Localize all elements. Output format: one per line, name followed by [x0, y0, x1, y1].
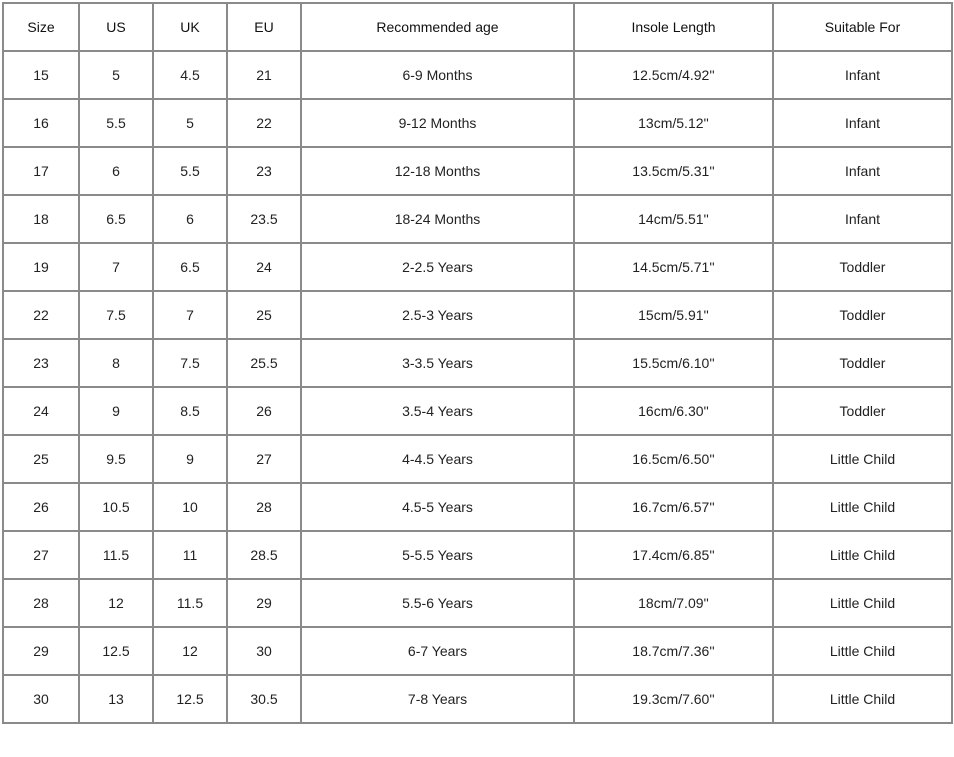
cell-uk: 7.5 [153, 339, 227, 387]
cell-uk: 4.5 [153, 51, 227, 99]
cell-suitable-for: Infant [773, 51, 952, 99]
cell-suitable-for: Infant [773, 147, 952, 195]
cell-us: 9 [79, 387, 153, 435]
cell-eu: 23.5 [227, 195, 301, 243]
cell-suitable-for: Little Child [773, 531, 952, 579]
cell-insole-length: 19.3cm/7.60'' [574, 675, 773, 723]
header-suitable-for: Suitable For [773, 3, 952, 51]
cell-eu: 28.5 [227, 531, 301, 579]
cell-recommended-age: 7-8 Years [301, 675, 574, 723]
cell-suitable-for: Toddler [773, 339, 952, 387]
cell-uk: 12 [153, 627, 227, 675]
header-us: US [79, 3, 153, 51]
cell-size: 30 [3, 675, 79, 723]
cell-us: 13 [79, 675, 153, 723]
table-row [3, 51, 952, 99]
cell-insole-length: 16.5cm/6.50'' [574, 435, 773, 483]
cell-size: 18 [3, 195, 79, 243]
cell-recommended-age: 12-18 Months [301, 147, 574, 195]
cell-size: 17 [3, 147, 79, 195]
cell-insole-length: 16.7cm/6.57'' [574, 483, 773, 531]
cell-us: 7.5 [79, 291, 153, 339]
cell-suitable-for: Little Child [773, 579, 952, 627]
cell-uk: 5.5 [153, 147, 227, 195]
cell-eu: 25 [227, 291, 301, 339]
table-row [3, 531, 952, 579]
cell-suitable-for: Infant [773, 99, 952, 147]
cell-suitable-for: Toddler [773, 291, 952, 339]
size-chart-table [2, 2, 953, 724]
cell-uk: 7 [153, 291, 227, 339]
header-recommended-age: Recommended age [301, 3, 574, 51]
table-row [3, 195, 952, 243]
cell-insole-length: 18cm/7.09'' [574, 579, 773, 627]
table-row [3, 579, 952, 627]
cell-us: 10.5 [79, 483, 153, 531]
cell-uk: 6.5 [153, 243, 227, 291]
cell-uk: 10 [153, 483, 227, 531]
cell-us: 7 [79, 243, 153, 291]
cell-recommended-age: 9-12 Months [301, 99, 574, 147]
cell-suitable-for: Toddler [773, 387, 952, 435]
table-row [3, 147, 952, 195]
table-row [3, 435, 952, 483]
cell-size: 24 [3, 387, 79, 435]
cell-uk: 6 [153, 195, 227, 243]
cell-us: 6.5 [79, 195, 153, 243]
cell-size: 15 [3, 51, 79, 99]
cell-eu: 27 [227, 435, 301, 483]
table-row [3, 675, 952, 723]
cell-insole-length: 14.5cm/5.71'' [574, 243, 773, 291]
cell-eu: 28 [227, 483, 301, 531]
cell-us: 5.5 [79, 99, 153, 147]
cell-suitable-for: Little Child [773, 627, 952, 675]
cell-eu: 29 [227, 579, 301, 627]
cell-us: 11.5 [79, 531, 153, 579]
cell-insole-length: 15cm/5.91'' [574, 291, 773, 339]
cell-recommended-age: 2-2.5 Years [301, 243, 574, 291]
table-row [3, 291, 952, 339]
cell-us: 9.5 [79, 435, 153, 483]
cell-recommended-age: 6-7 Years [301, 627, 574, 675]
cell-us: 6 [79, 147, 153, 195]
cell-size: 26 [3, 483, 79, 531]
cell-eu: 26 [227, 387, 301, 435]
cell-insole-length: 13cm/5.12'' [574, 99, 773, 147]
cell-size: 28 [3, 579, 79, 627]
header-row [3, 3, 952, 51]
cell-size: 29 [3, 627, 79, 675]
cell-suitable-for: Little Child [773, 483, 952, 531]
cell-recommended-age: 2.5-3 Years [301, 291, 574, 339]
cell-size: 19 [3, 243, 79, 291]
cell-eu: 23 [227, 147, 301, 195]
table-row [3, 339, 952, 387]
table-header [3, 3, 952, 51]
cell-size: 22 [3, 291, 79, 339]
cell-insole-length: 15.5cm/6.10'' [574, 339, 773, 387]
cell-insole-length: 12.5cm/4.92'' [574, 51, 773, 99]
cell-suitable-for: Toddler [773, 243, 952, 291]
table-row [3, 627, 952, 675]
cell-us: 5 [79, 51, 153, 99]
cell-recommended-age: 6-9 Months [301, 51, 574, 99]
cell-suitable-for: Infant [773, 195, 952, 243]
cell-uk: 11 [153, 531, 227, 579]
cell-eu: 24 [227, 243, 301, 291]
cell-uk: 5 [153, 99, 227, 147]
cell-insole-length: 13.5cm/5.31'' [574, 147, 773, 195]
cell-insole-length: 14cm/5.51'' [574, 195, 773, 243]
table-row [3, 483, 952, 531]
cell-uk: 11.5 [153, 579, 227, 627]
cell-size: 25 [3, 435, 79, 483]
header-insole-length: Insole Length [574, 3, 773, 51]
table-row [3, 387, 952, 435]
cell-eu: 25.5 [227, 339, 301, 387]
table-row [3, 243, 952, 291]
cell-eu: 21 [227, 51, 301, 99]
cell-recommended-age: 3-3.5 Years [301, 339, 574, 387]
table-body [3, 51, 952, 723]
table-row [3, 99, 952, 147]
cell-eu: 22 [227, 99, 301, 147]
cell-uk: 12.5 [153, 675, 227, 723]
cell-insole-length: 16cm/6.30'' [574, 387, 773, 435]
cell-insole-length: 18.7cm/7.36'' [574, 627, 773, 675]
cell-eu: 30.5 [227, 675, 301, 723]
cell-uk: 9 [153, 435, 227, 483]
cell-size: 16 [3, 99, 79, 147]
cell-insole-length: 17.4cm/6.85'' [574, 531, 773, 579]
cell-us: 12 [79, 579, 153, 627]
cell-uk: 8.5 [153, 387, 227, 435]
cell-size: 23 [3, 339, 79, 387]
cell-eu: 30 [227, 627, 301, 675]
cell-us: 12.5 [79, 627, 153, 675]
cell-recommended-age: 4-4.5 Years [301, 435, 574, 483]
cell-us: 8 [79, 339, 153, 387]
cell-recommended-age: 5-5.5 Years [301, 531, 574, 579]
cell-recommended-age: 18-24 Months [301, 195, 574, 243]
cell-recommended-age: 5.5-6 Years [301, 579, 574, 627]
header-uk: UK [153, 3, 227, 51]
header-eu: EU [227, 3, 301, 51]
cell-size: 27 [3, 531, 79, 579]
cell-recommended-age: 4.5-5 Years [301, 483, 574, 531]
cell-suitable-for: Little Child [773, 675, 952, 723]
header-size: Size [3, 3, 79, 51]
cell-recommended-age: 3.5-4 Years [301, 387, 574, 435]
cell-suitable-for: Little Child [773, 435, 952, 483]
